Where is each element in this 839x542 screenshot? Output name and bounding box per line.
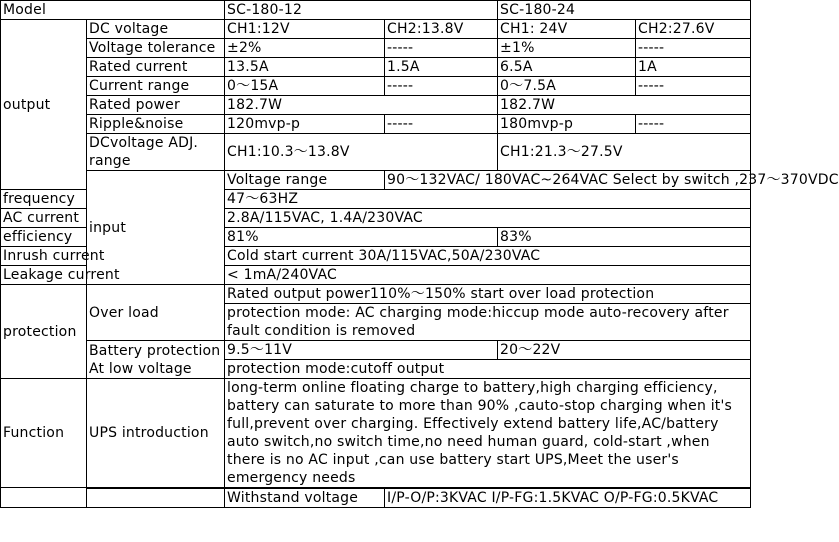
- table-row: [1, 96, 751, 115]
- cell: 182.7W: [498, 96, 751, 115]
- cell: ±1%: [498, 39, 636, 58]
- battery-label-2: At low voltage: [89, 360, 192, 377]
- table-row: [1, 489, 751, 508]
- cell: protection mode: AC charging mode:hiccup mode auto-recovery after fault condition is removed: [225, 304, 751, 341]
- cell: 83%: [498, 228, 751, 247]
- cell: 20～22V: [498, 341, 751, 360]
- cell: CH1:12V: [225, 20, 385, 39]
- row-label: Leakage current: [1, 266, 87, 285]
- table-row: [1, 77, 751, 96]
- cell: CH1: 24V: [498, 20, 636, 39]
- cell: 90～132VAC/ 180VAC~264VAC Select by switch ,237～370VDC: [385, 171, 751, 190]
- cell: CH1:21.3～27.5V: [498, 134, 751, 171]
- section-function: Function: [1, 379, 87, 488]
- row-label: Voltage range: [225, 171, 385, 190]
- table-row: [1, 266, 751, 285]
- cell: CH2:27.6V: [636, 20, 751, 39]
- cell: 81%: [225, 228, 498, 247]
- table-row: [1, 58, 751, 77]
- cell: -----: [636, 77, 751, 96]
- row-label: Ripple&noise: [87, 115, 225, 134]
- row-label: DCvoltage ADJ. range: [87, 134, 225, 171]
- cell: 120mvp-p: [225, 115, 385, 134]
- model-label: Model: [1, 1, 225, 20]
- row-label: AC current: [1, 209, 87, 228]
- row-label: frequency: [1, 190, 87, 209]
- row-label: Rated power: [87, 96, 225, 115]
- cell: CH1:10.3～13.8V: [225, 134, 498, 171]
- cell: -----: [636, 115, 751, 134]
- cell: 1.5A: [385, 58, 498, 77]
- cell: 0～7.5A: [498, 77, 636, 96]
- cell: 2.8A/115VAC, 1.4A/230VAC: [225, 209, 751, 228]
- section-output: output: [1, 20, 87, 190]
- table-row: [1, 341, 751, 360]
- row-label: Rated current: [87, 58, 225, 77]
- row-label: efficiency: [1, 228, 87, 247]
- cell: CH2:13.8V: [385, 20, 498, 39]
- cell: -----: [636, 39, 751, 58]
- cell: 47～63HZ: [225, 190, 751, 209]
- cell: -----: [385, 77, 498, 96]
- cell: 1A: [636, 58, 751, 77]
- table-row: [1, 39, 751, 58]
- model-a: SC-180-12: [225, 1, 498, 20]
- table-row: [1, 379, 751, 488]
- row-label: DC voltage: [87, 20, 225, 39]
- row-label: Current range: [87, 77, 225, 96]
- section-cell: [1, 488, 87, 508]
- cell: [87, 489, 225, 508]
- cell: protection mode:cutoff output: [225, 360, 751, 379]
- table-row: [1, 20, 751, 39]
- cell: -----: [385, 39, 498, 58]
- section-input: input: [87, 171, 225, 285]
- table-row: [1, 115, 751, 134]
- row-label: Over load: [87, 285, 225, 341]
- table-row: [1, 134, 751, 171]
- cell: -----: [385, 115, 498, 134]
- model-b: SC-180-24: [498, 1, 751, 20]
- cell: Cold start current 30A/115VAC,50A/230VAC: [225, 247, 751, 266]
- cell: ±2%: [225, 39, 385, 58]
- table-row: [1, 285, 751, 304]
- cell: < 1mA/240VAC: [225, 266, 751, 285]
- row-label: Inrush current: [1, 247, 87, 266]
- cell: 9.5～11V: [225, 341, 498, 360]
- cell: 182.7W: [225, 96, 498, 115]
- cell: I/P-O/P:3KVAC I/P-FG:1.5KVAC O/P-FG:0.5KVAC: [385, 489, 751, 508]
- table-row: [1, 171, 751, 190]
- cell: 0～15A: [225, 77, 385, 96]
- cell: Rated output power110%～150% start over load protection: [225, 285, 751, 304]
- cell: 180mvp-p: [498, 115, 636, 134]
- battery-label-1: Battery protection: [89, 342, 221, 359]
- model-row: [1, 1, 751, 20]
- cell: 13.5A: [225, 58, 385, 77]
- row-label: UPS introduction: [87, 379, 225, 488]
- row-label: Withstand voltage: [225, 489, 385, 508]
- cell: 6.5A: [498, 58, 636, 77]
- row-label: [87, 341, 225, 379]
- section-protection: protection: [1, 285, 87, 379]
- row-label: Voltage tolerance: [87, 39, 225, 58]
- cell: long-term online floating charge to battery,high charging efficiency, battery can saturate to more than 90% ,cauto-stop charging when it's full,prevent over charging. Effectively extend battery life,AC/battery auto switch,no switch time,no need human guard, cold-start ,when there is no AC input ,can use battery start UPS,Meet the user's emergency needs: [225, 379, 751, 488]
